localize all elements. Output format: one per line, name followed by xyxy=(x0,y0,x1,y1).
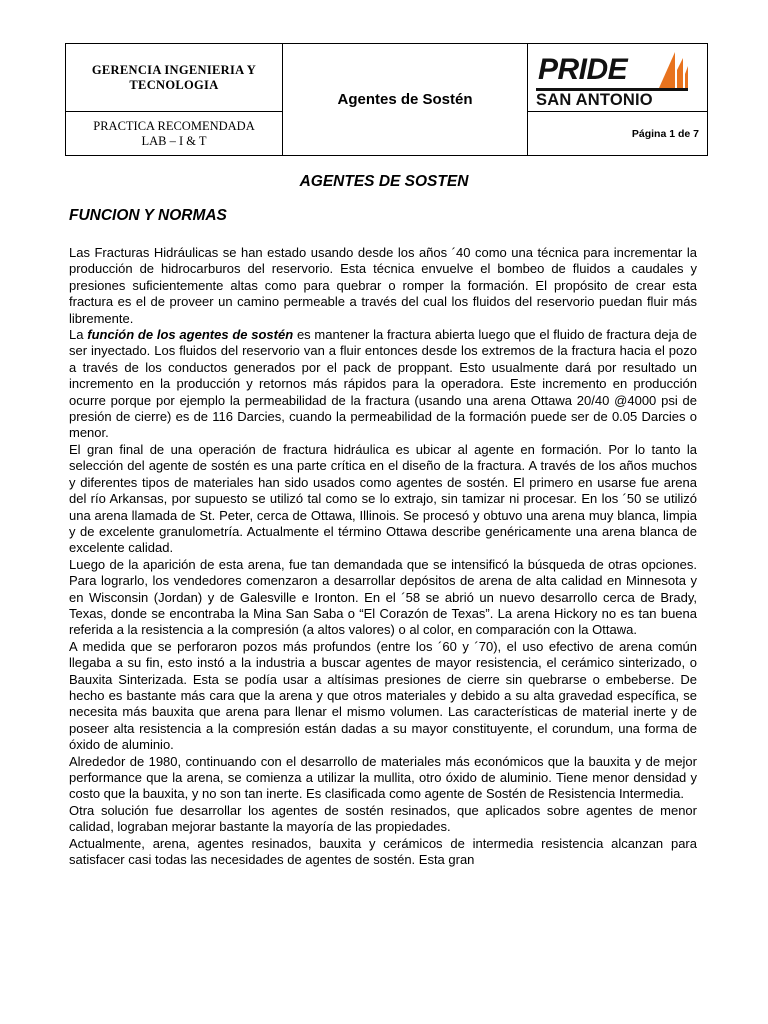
page-number: Página 1 de 7 xyxy=(631,127,699,140)
department-cell xyxy=(66,44,283,112)
page-number-cell xyxy=(528,112,708,156)
paragraph-2-emphasis: función de los agentes de sostén xyxy=(87,327,294,343)
paragraph-1: Las Fracturas Hidráulicas se han estado usando desde los años ´40 como una técnica para incrementar la producción de hidrocarburos del reservorio. Esta técnica envuelve el bombeo de fluidos a caudales y presiones suficientemente altas como para quebrar o romper la formación. El propósito de crear esta fractura es el de proveer un camino permeable a través del cual los fluidos del reservorio puedan fluir más libremente. xyxy=(69,245,697,326)
section-heading: FUNCION Y NORMAS xyxy=(69,207,227,224)
paragraph-2-prefix: La xyxy=(69,327,88,343)
paragraph-7: Otra solución fue desarrollar los agentes de sostén resinados, que aplicados sobre agentes de menor calidad, lograban mejorar bastante la mayoría de las propiedades. xyxy=(69,802,697,835)
practice-line-1: PRACTICA RECOMENDADA xyxy=(93,118,255,133)
document-header xyxy=(65,43,708,156)
practice-line-2: LAB – I & T xyxy=(141,133,207,148)
logo-subtext: SAN ANTONIO xyxy=(536,91,653,109)
document-title: Agentes de Sostén xyxy=(337,91,473,108)
practice-cell xyxy=(66,112,283,156)
document-title-cell xyxy=(283,44,528,156)
flame-icon xyxy=(655,50,689,90)
main-title: AGENTES DE SOSTEN xyxy=(299,173,469,190)
paragraph-2 xyxy=(69,327,697,442)
paragraph-2-rest: es mantener la fractura abierta luego que el fluido de fractura deja de ser inyectado. Los fluidos del reservorio van a fluir entonces desde los extremos de la fractura hacia el pozo a través de los conductos generados por el pack de proppant. Esto usualmente dará por resultado un incremento en la producción y retornos más rápidos para la operadora. Este incremento en producción ocurre porque por ejemplo la permeabilidad de la fractura (usando una arena Ottawa 20/40 @4000 psi de presión de cierre) es de 116 Darcies, cuando la permeabilidad de la formación puede ser de 0.05 Darcies o menor. xyxy=(69,327,697,441)
logo-pride-text: PRIDE xyxy=(538,53,628,86)
department-line-2: TECNOLOGIA xyxy=(129,77,219,92)
paragraph-6: Alrededor de 1980, continuando con el desarrollo de materiales más económicos que la bauxita y de mejor performance que la arena, se comienza a utilizar la mullita, otro óxido de aluminio. Tiene menor densidad y costo que la bauxita, y no son tan inerte. Es clasificada como agente de Sostén de Resistencia Intermedia. xyxy=(69,753,697,802)
logo-cell xyxy=(528,44,708,112)
paragraph-4: Luego de la aparición de esta arena, fue tan demandada que se intensificó la búsqueda de otras opciones. Para lograrlo, los vendedores comenzaron a desarrollar depósitos de arena de alta calidad en Minnesota y en Wisconsin (Jordan) y de Galesville e Ironton. En el ´58 se abrió un nuevo desarrollo cerca de Brady, Texas, donde se encontraba la Mina San Saba o “El Corazón de Texas”. La arena Hickory no es tan buena referida a la resistencia a la compresión (a altos valores) o al color, en comparación con la Ottawa. xyxy=(69,556,697,638)
paragraph-8: Actualmente, arena, agentes resinados, bauxita y cerámicos de intermedia resistencia alcanzan para satisfacer casi todas las necesidades de agentes de sostén. Esta gran xyxy=(69,835,697,868)
paragraph-3: El gran final de una operación de fractura hidráulica es ubicar al agente en formación. Por lo tanto la selección del agente de sostén es una parte crítica en el diseño de la fractura. A través de los años muchos y diferentes tipos de materiales han sido usados como agentes de sostén. El primero en usarse fue arena del río Arkansas, por supuesto se utilizó tal como se lo extrajo, sin tamizar ni procesar. En los ´50 se utilizó una arena llamada de St. Peter, cerca de Ottawa, Illinois. Se procesó y obtuvo una arena muy blanca, limpia y de excelente granulometría. Actualmente el término Ottawa describe genéricamente una arena blanca de excelente calidad. xyxy=(69,441,697,556)
pride-logo xyxy=(528,44,707,111)
body-text xyxy=(69,245,697,868)
paragraph-5: A medida que se perforaron pozos más profundos (entre los ´60 y ´70), el uso efectivo de arena común llegaba a su fin, esto instó a la industria a buscar agentes de mayor resistencia, el cerámico sinterizado, o Bauxita Sinterizada. Esta se podía usar a altísimas presiones de cierre sin quebrarse o embeberse. De hecho es bastante más cara que la arena y que otros materiales y debido a su alta gravedad específica, se necesita más bauxita que arena para llenar el mismo volumen. Las características de material inerte y de poseer alta resistencia a la compresión están dadas a su mayor constituyente, el corundum, una forma de óxido de aluminio. xyxy=(69,638,697,753)
department-line-1: GERENCIA INGENIERIA Y xyxy=(91,62,257,77)
